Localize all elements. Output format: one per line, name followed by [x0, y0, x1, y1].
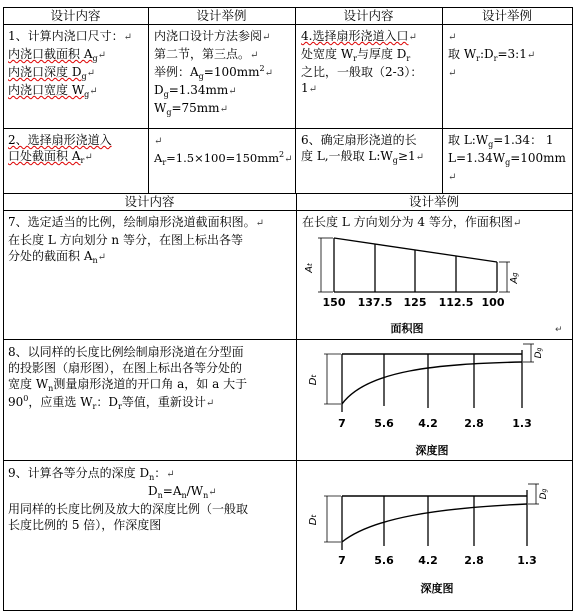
row1-c3-line2a: 处宽度 W [301, 47, 354, 61]
depth1-tick-4: 2.8 [464, 417, 484, 430]
depth2-tick-2: 5.6 [374, 554, 394, 567]
depth1-tick-5: 1.3 [512, 417, 532, 430]
row1-content-2: 4.选择扇形浇道入口↵ 处宽度 $W_r$与厚度 $D_r$ 之比，一般取（2-3）： 1↵ [301, 29, 423, 95]
row1-c2-dg-label: D [154, 83, 164, 97]
row2-content: 2、选择扇形浇道入 口处截面积 $A_r↵$ [8, 133, 112, 165]
row4-content: 8、以同样的长度比例绘制扇形浇道在分型面 的投影图（扇形图），在图上标出各等分处的 宽度 $W_n$测量扇形浇道的开口角 a，如 a 大于 $90^0$，应重选 $W_r$：$D_r$等值，重新设计↵ [8, 345, 248, 411]
row4-line3a: 宽度 W [8, 377, 49, 391]
depth-diagram-1 [297, 340, 572, 460]
row2-c2-b: =1.5×100=150mm [166, 151, 280, 165]
row2-c1-line1: 2、选择扇形浇道入 [8, 133, 112, 147]
depth1-tick-3: 4.2 [418, 417, 438, 430]
row1-c3-line1: 4.选择扇形浇道入口 [301, 29, 409, 43]
row2-content-2: 6、确定扇形浇道的长 度 L,一般取 $L:W_g\ge 1↵$ [301, 133, 424, 165]
row1-c2-line2: 第二节，第三点。 [154, 47, 251, 61]
row2-c2-a: A [154, 151, 163, 165]
row1-content: 1、计算内浇口尺寸：↵ 内浇口截面积 $A_g↵$ 内浇口深度 $D_g↵$ 内浇口宽度 $W_g↵$ [8, 29, 133, 99]
row1-c4-a: 取 W [448, 47, 477, 61]
svg-text:↵: ↵ [555, 325, 563, 335]
row5-formula-w: /W [186, 484, 204, 498]
row1-c3-line2b: 与厚度 D [356, 47, 407, 61]
row5-line1b: ： [154, 466, 167, 480]
row3-example-text: 在长度 L 方向划分为 4 等分，作面积图↵ [302, 215, 522, 229]
depth2-tick-1: 7 [338, 554, 346, 567]
row1-c1-line3: 内浇口深度 D [8, 65, 82, 79]
row1-c4-c: =3:1 [497, 47, 527, 61]
row-divider [3, 210, 573, 211]
depth1-tick-1: 7 [338, 417, 346, 430]
header-design-content-3: 设计内容 [124, 194, 175, 209]
area-left-label: At [304, 263, 315, 273]
depth2-left-label: Dt [308, 514, 319, 526]
row4-line3b: 测量扇形浇道的开口角 a，如 a 大于 [53, 377, 248, 391]
row2-c3-line2b: ≥1 [397, 149, 416, 163]
row2-example-2: 取 $L:W_g=1.34$： 1 $L=1.34W_g=100mm$ ↵ [448, 133, 566, 183]
area-diagram-title: 面积图 [390, 322, 424, 335]
row5-formula-d: D [148, 484, 158, 498]
header-design-content-2: 设计内容 [343, 8, 394, 23]
row3-line2: 在长度 L 方向划分 n 等分，在图上标出各等 [8, 233, 243, 247]
depth-diagram-2 [297, 462, 572, 610]
area-diagram [297, 228, 572, 338]
header-design-example-1: 设计举例 [196, 8, 247, 23]
area-tick-4: 112.5 [438, 296, 474, 309]
row-divider [3, 128, 573, 129]
row-divider [3, 460, 573, 461]
area-tick-2: 137.5 [357, 296, 393, 309]
row1-c3-line3: 之比，一般取（2-3）： [301, 65, 423, 79]
row4-line4c: ：D [96, 395, 118, 409]
row2-c4-a: 取 L:W [448, 133, 489, 147]
depth2-right-label: Dg [539, 488, 549, 500]
row5-formula-a: =A [162, 484, 182, 498]
depth1-tick-2: 5.6 [374, 417, 394, 430]
row4-line4d: 等值，重新设计 [121, 395, 206, 409]
row3-line3: 分处的截面积 A [8, 249, 93, 263]
row1-c1-line2: 内浇口截面积 A [8, 47, 93, 61]
header-design-example-3: 设计举例 [408, 194, 459, 209]
row3-right-text: 在长度 L 方向划分为 4 等分，作面积图 [302, 215, 513, 229]
row1-example-2: ↵ 取 $W_r:D_r=3:1↵$ ↵ [448, 32, 536, 79]
row1-c4-b: :D [479, 47, 494, 61]
row1-c1-line4: 内浇口宽度 W [8, 83, 85, 97]
depth1-right-label: Dg [534, 347, 544, 359]
header-design-content-1: 设计内容 [50, 8, 101, 23]
row1-c2-wg-label: W [154, 101, 167, 115]
row2-c4-b: =1.34： 1 [493, 133, 554, 147]
depth2-tick-4: 2.8 [464, 554, 484, 567]
row5-line1a: 9、计算各等分点的深度 D [8, 466, 150, 480]
row4-line2: 的投影图（扇形图），在图上标出各等分处的 [8, 361, 243, 375]
row1-c2-ag-value: =100mm [203, 65, 260, 79]
row3-content: 7、选定适当的比例，绘制扇形浇道截面积图。↵ 在长度 L 方向划分 n 等分，在图上标出各等 分处的截面积 $A_n↵$ [8, 215, 265, 265]
depth1-title: 深度图 [415, 444, 449, 457]
row1-example: 内浇口设计方法参阅↵ 第二节，第三点。↵ 举例：$A_g=100mm^2↵$ $D_g=1.34mm↵$ $W_g=75mm↵$ [154, 29, 273, 117]
area-tick-3: 125 [403, 296, 427, 309]
row2-c4-c: L=1.34W [448, 151, 506, 165]
header-design-example-2: 设计举例 [481, 8, 532, 23]
row-divider [3, 24, 573, 25]
border-bottom [3, 610, 573, 611]
row1-c2-line1: 内浇口设计方法参阅 [154, 29, 263, 43]
row3-line1: 7、选定适当的比例，绘制扇形浇道截面积图。 [8, 215, 256, 229]
area-right-label: Ag [509, 272, 520, 284]
depth2-tick-5: 1.3 [517, 554, 537, 567]
row4-line1: 8、以同样的长度比例绘制扇形浇道在分型面 [8, 345, 244, 359]
row2-c3-line1: 6、确定扇形浇道的长 [301, 133, 417, 147]
row5-line4: 长度比例的 5 倍），作深度图 [8, 518, 162, 532]
depth1-left-label: Dt [308, 374, 319, 386]
depth2-tick-3: 4.2 [418, 554, 438, 567]
row1-c1-line1: 1、计算内浇口尺寸： [8, 29, 124, 43]
row2-c3-line2: 度 L,一般取 L:W [301, 149, 393, 163]
area-tick-5: 100 [481, 296, 505, 309]
row2-example: ↵ $A_r=1.5\times 100=150mm^2↵$ [154, 136, 293, 167]
row2-c4-d: =100mm [510, 151, 566, 165]
row4-line4a: 90 [8, 395, 24, 409]
row4-line4b: ，应重选 W [28, 395, 93, 409]
row1-c3-line4: 1 [301, 81, 309, 95]
border-right [572, 7, 573, 611]
row1-c2-dg-value: =1.34mm [168, 83, 229, 97]
row5-line3: 用同样的长度比例及放大的深度比例（一般取 [8, 502, 249, 516]
row1-c2-wg-value: =75mm [171, 101, 220, 115]
row5-content: 9、计算各等分点的深度 $D_n$：↵ $D_n=A_n/W_n↵$ 用同样的长度比例及放大的深度比例（一般取 长度比例的 5 倍），作深度图 [8, 466, 249, 532]
area-tick-1: 150 [322, 296, 346, 309]
depth2-title: 深度图 [420, 582, 454, 595]
row2-c1-line2: 口处截面积 A [8, 149, 81, 163]
row1-c2-ag-label: 举例：A [154, 65, 199, 79]
